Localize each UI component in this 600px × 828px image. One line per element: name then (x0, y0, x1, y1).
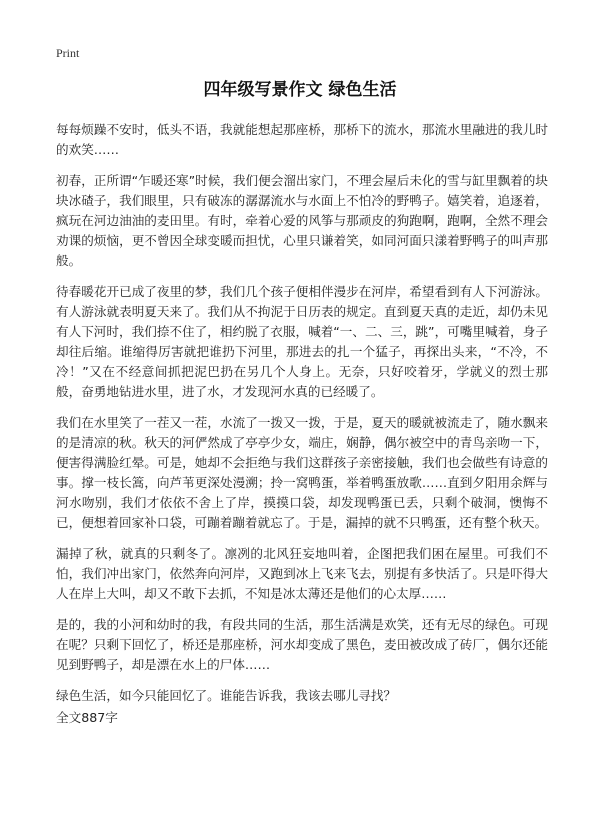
paragraph-6: 是的，我的小河和幼时的我，有段共同的生活，那生活满是欢笑，还有无尽的绿色。可现在呢？只剩下回忆了，桥还是那座桥，河水却变成了黑色，麦田被改成了砖厂，偶尔还能见到野鸭子，却是漂在水上的尸体…… (56, 617, 548, 672)
article-body (56, 120, 548, 717)
print-link[interactable]: Print (56, 46, 80, 60)
paragraph-2: 初春，正所谓“乍暖还寒”时候，我们便会溜出家门，不理会屋后未化的雪与缸里飘着的块块冰碴子，我们眼里，只有破冻的潺潺流水与水面上不怕冷的野鸭子。嬉笑着，追逐着，疯玩在河边油油的麦田里。有时，牵着心爱的风筝与那顽皮的狗跑啊，跑啊，全然不理会劝课的烦恼，更不曾因全球变暖而担忧，心里只谦着笑，如同河面只漾着野鸭子的叫声那般。 (56, 173, 548, 268)
paragraph-5: 漏掉了秋，就真的只剩冬了。凛冽的北风狂妄地叫着，企图把我们困在屋里。可我们不怕，我们冲出家门，依然奔向河岸，又跑到冰上飞来飞去，别提有多快活了。只是吓得大人在岸上大叫，却又不敢下去抓，不知是冰太薄还是他们的心太厚…… (56, 546, 548, 601)
article-title: 四年级写景作文 绿色生活 (203, 80, 397, 100)
paragraph-1: 每每烦躁不安时，低头不语，我就能想起那座桥，那桥下的流水，那流水里融进的我儿时的欢笑…… (56, 122, 548, 157)
paragraph-3: 待春暖花开已成了夜里的梦，我们几个孩子便相伴漫步在河岸，希望看到有人下河游泳。有人游泳就表明夏天来了。我们从不拘泥于日历表的规定。直到夏天真的走近，却仍未见有人下河时，我们捺不住了，相约脱了衣服，喊着“一、二、三，跳”，可嘴里喊着，身子却往后缩。谁缩得厉害就把谁扔下河里，那进去的扎一个猛子，再探出头来，“不冷，不冷！”又在不经意间抓把泥巴扔在另几个人身上。无奈，只好咬着牙，学就义的烈士那般，奋勇地钻进水里，进了水，才发现河水真的已经暖了。 (56, 284, 548, 399)
paragraph-4: 我们在水里笑了一茬又一茬，水流了一拨又一拨，于是，夏天的暖就被流走了，随水飘来的是清凉的秋。秋天的河俨然成了亭亭少女，端庄，娴静，偶尔被空中的青鸟亲吻一下，便害得满脸红晕。可是，她却不会拒绝与我们这群孩子亲密接触，我们也会做些有诗意的事。撑一枝长篙，向芦苇更深处漫溯；拎一窝鸭蛋，举着鸭蛋放歌……直到夕阳用余辉与河水吻别，我们才依依不舍上了岸，摸摸口袋，却发现鸭蛋已丢，只剩个破洞，懊悔不已，便想着回家补口袋，可蹦着蹦着就忘了。于是，漏掉的就不只鸭蛋，还有整个秋天。 (56, 415, 548, 530)
paragraph-7: 绿色生活，如今只能回忆了。谁能告诉我，我该去哪儿寻找？ (56, 688, 397, 703)
word-count: 全文887字 (56, 710, 118, 725)
